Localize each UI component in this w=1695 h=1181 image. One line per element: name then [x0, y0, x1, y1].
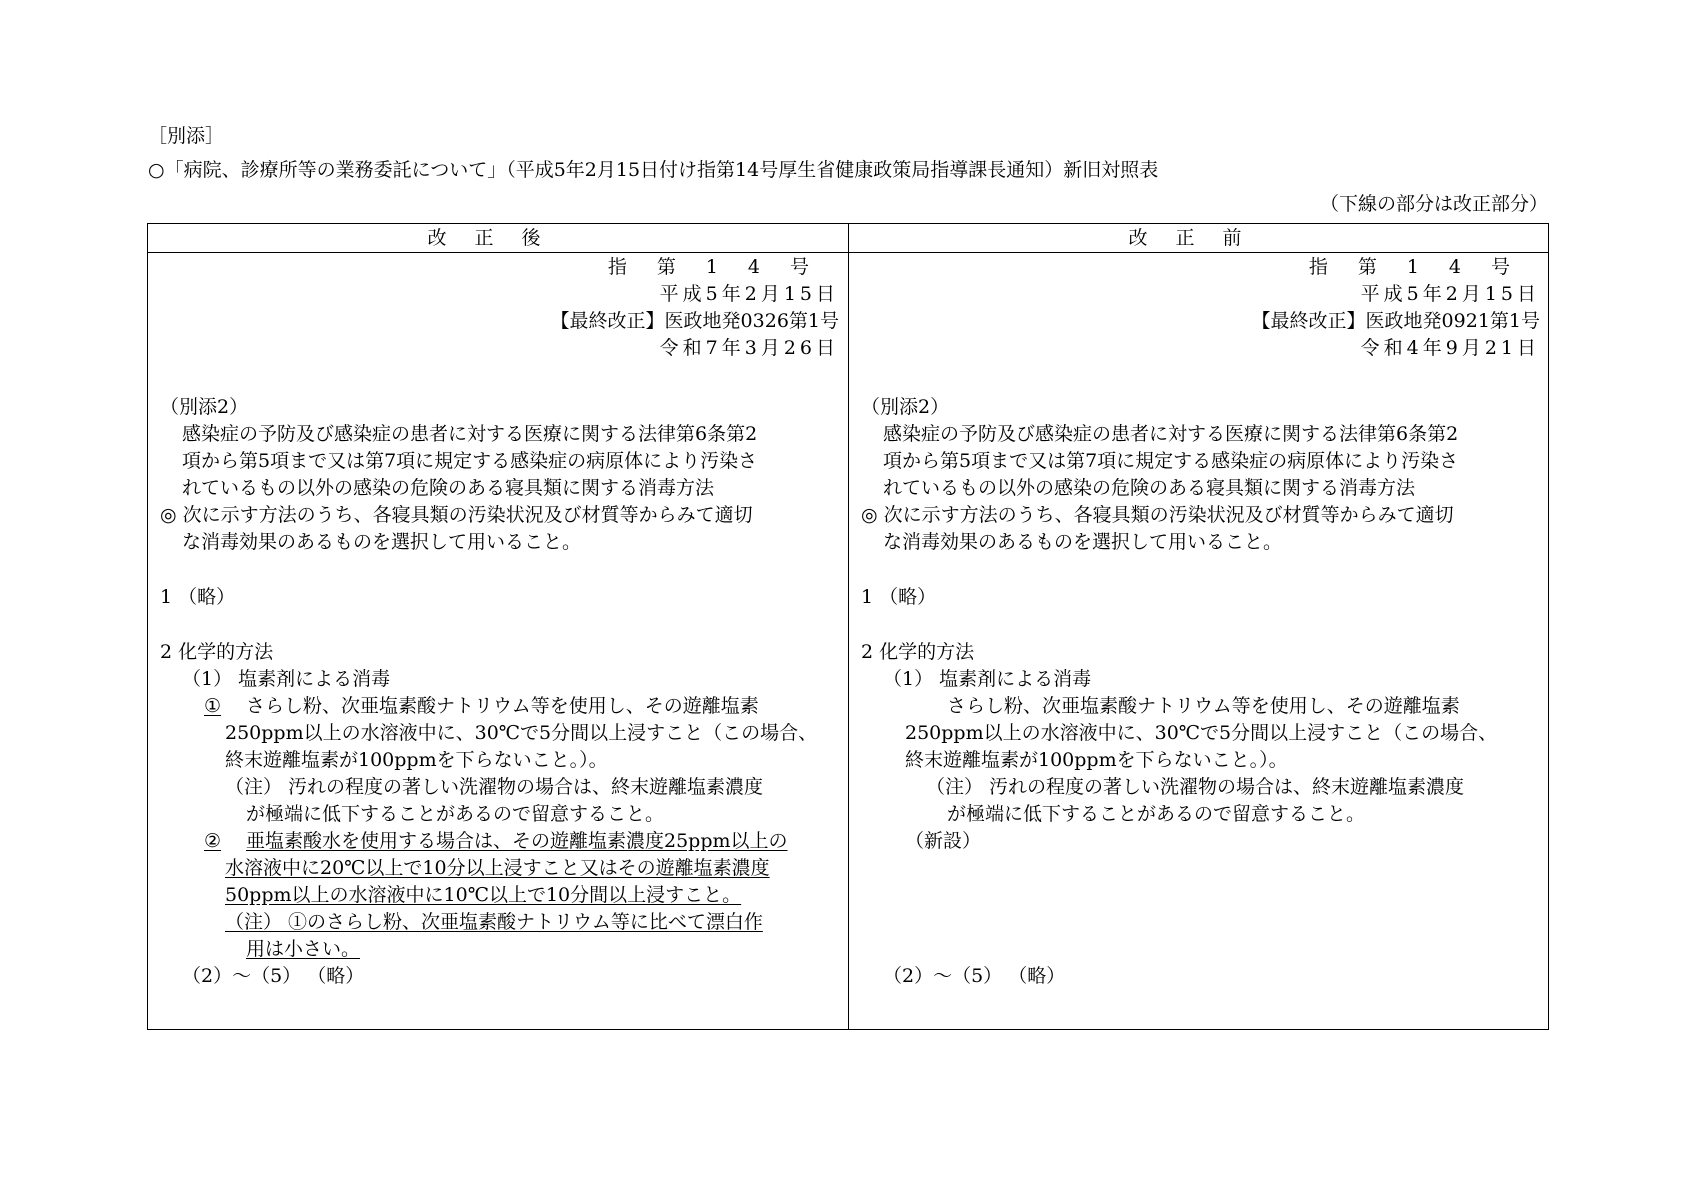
remainder-items: （2）～（5） （略） [883, 965, 1066, 987]
note-2-line: （注） ①のさらし粉、次亜塩素酸ナトリウム等に比べて漂白作 [225, 911, 763, 933]
intro-line: な消毒効果のあるものを選択して用いること。 [883, 531, 1283, 553]
notice-date: 平成5年2月15日 [1360, 283, 1540, 305]
last-revision: 【最終改正】医政地発0921第1号 [1251, 310, 1540, 332]
note-1-line: が極端に低下することがあるので留意すること。 [947, 803, 1366, 825]
paragraph-2-line: 水溶液中に20℃以上で10分以上浸すこと又はその遊離塩素濃度 [225, 857, 770, 879]
notice-date: 平成5年2月15日 [659, 283, 839, 305]
item-1: 1 （略） [861, 586, 937, 608]
intro-line: ◎ 次に示す方法のうち、各寝具類の汚染状況及び材質等からみて適切 [160, 504, 753, 526]
attachment-label: ［別添］ [148, 125, 225, 147]
paragraph-1-line: 250ppm以上の水溶液中に、30℃で5分間以上浸すこと（この場合、 [225, 722, 818, 744]
column-before [849, 253, 1548, 1029]
legend-note: （下線の部分は改正部分） [1319, 193, 1548, 215]
item-1: 1 （略） [160, 586, 236, 608]
paragraph-2-marker: ② [204, 830, 222, 852]
paragraph-2-line: 亜塩素酸水を使用する場合は、その遊離塩素濃度25ppm以上の [246, 830, 788, 852]
column-after [148, 253, 847, 1029]
note-1-line: （注） 汚れの程度の著しい洗濯物の場合は、終末遊離塩素濃度 [225, 776, 764, 798]
subitem-1: （1） 塩素剤による消毒 [883, 668, 1092, 690]
item-2: 2 化学的方法 [861, 641, 975, 663]
paragraph-1-line: さらし粉、次亜塩素酸ナトリウム等を使用し、その遊離塩素 [947, 695, 1460, 717]
paragraph-1-line: 終末遊離塩素が100ppmを下らないこと。）。 [225, 749, 608, 771]
item-2: 2 化学的方法 [160, 641, 274, 663]
column-header-before: 改正前 [1128, 227, 1270, 249]
subject-line: 項から第5項まで又は第7項に規定する感染症の病原体により汚染さ [883, 450, 1459, 472]
last-revision-date: 令和4年9月21日 [1360, 337, 1540, 359]
attachment-2-label: （別添2） [861, 396, 950, 418]
subject-line: れているもの以外の感染の危険のある寝具類に関する消毒方法 [883, 477, 1416, 499]
note-1-line: （注） 汚れの程度の著しい洗濯物の場合は、終末遊離塩素濃度 [926, 776, 1465, 798]
attachment-2-label: （別添2） [160, 396, 249, 418]
paragraph-1-line: さらし粉、次亜塩素酸ナトリウム等を使用し、その遊離塩素 [246, 695, 759, 717]
new-item-label: （新設） [905, 830, 982, 852]
note-1-line: が極端に低下することがあるので留意すること。 [246, 803, 665, 825]
intro-line: な消毒効果のあるものを選択して用いること。 [182, 531, 582, 553]
comparison-table [147, 223, 1549, 1030]
intro-line: ◎ 次に示す方法のうち、各寝具類の汚染状況及び材質等からみて適切 [861, 504, 1454, 526]
paragraph-1-line: 250ppm以上の水溶液中に、30℃で5分間以上浸すこと（この場合、 [905, 722, 1498, 744]
paragraph-1-marker: ① [204, 695, 222, 717]
subitem-1: （1） 塩素剤による消毒 [182, 668, 391, 690]
notice-number: 指第14号 [607, 256, 839, 278]
subject-line: れているもの以外の感染の危険のある寝具類に関する消毒方法 [182, 477, 715, 499]
paragraph-1-line: 終末遊離塩素が100ppmを下らないこと。）。 [905, 749, 1288, 771]
notice-number: 指第14号 [1308, 256, 1540, 278]
note-2-line: 用は小さい。 [246, 938, 361, 960]
subject-line: 感染症の予防及び感染症の患者に対する医療に関する法律第6条第2 [883, 423, 1459, 445]
document-title: ○「病院、診療所等の業務委託について」（平成5年2月15日付け指第14号厚生省健康政策局指導課長通知）新旧対照表 [148, 159, 1159, 181]
paragraph-2-line: 50ppm以上の水溶液中に10℃以上で10分間以上浸すこと。 [225, 884, 742, 906]
subject-line: 感染症の予防及び感染症の患者に対する医療に関する法律第6条第2 [182, 423, 758, 445]
column-header-after: 改正後 [427, 227, 569, 249]
last-revision-date: 令和7年3月26日 [659, 337, 839, 359]
remainder-items: （2）～（5） （略） [182, 965, 365, 987]
last-revision: 【最終改正】医政地発0326第1号 [550, 310, 839, 332]
subject-line: 項から第5項まで又は第7項に規定する感染症の病原体により汚染さ [182, 450, 758, 472]
